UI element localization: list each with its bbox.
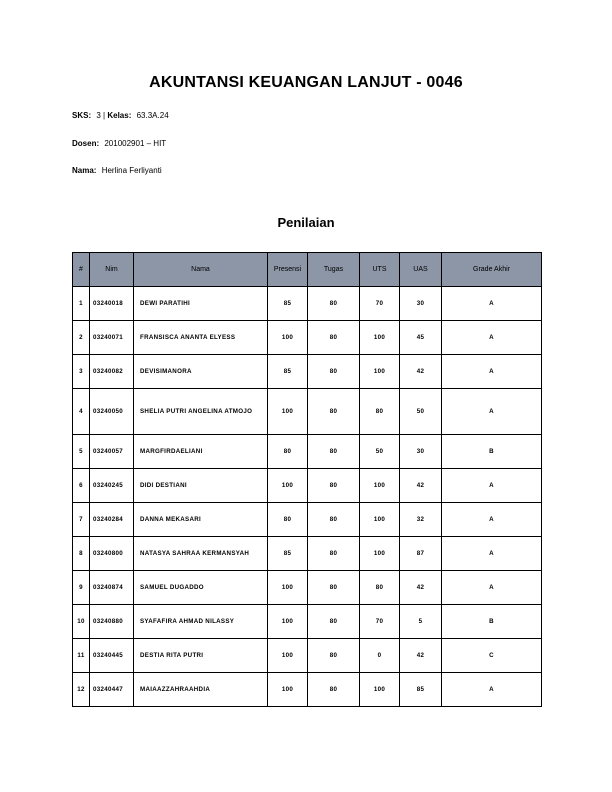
cell-grade: A (442, 469, 542, 503)
table-row (73, 639, 542, 673)
cell-uts: 100 (360, 673, 400, 707)
cell-number: 4 (73, 389, 90, 435)
dosen-label: Dosen: (72, 139, 100, 148)
table-row (73, 355, 542, 389)
table-row (73, 389, 542, 435)
cell-uts: 80 (360, 389, 400, 435)
cell-tugas: 80 (308, 503, 360, 537)
nama-value: Herlina Ferliyanti (101, 166, 162, 175)
cell-number: 11 (73, 639, 90, 673)
cell-presensi: 85 (268, 355, 308, 389)
cell-uts: 0 (360, 639, 400, 673)
separator: | (103, 111, 106, 120)
cell-tugas: 80 (308, 389, 360, 435)
dosen-value: 201002901 – HIT (104, 139, 167, 148)
cell-uts: 100 (360, 503, 400, 537)
nama-line (72, 166, 162, 175)
cell-nim: 03240800 (90, 537, 134, 571)
col-header-uas: UAS (400, 253, 442, 287)
cell-grade: B (442, 605, 542, 639)
cell-number: 12 (73, 673, 90, 707)
cell-nama: DEWI PARATIHI (134, 287, 268, 321)
kelas-label: Kelas: (107, 111, 132, 120)
cell-presensi: 100 (268, 605, 308, 639)
cell-nim: 03240447 (90, 673, 134, 707)
section-title: Penilaian (277, 215, 335, 230)
cell-presensi: 100 (268, 389, 308, 435)
cell-number: 1 (73, 287, 90, 321)
cell-uas: 30 (400, 287, 442, 321)
cell-tugas: 80 (308, 469, 360, 503)
cell-grade: A (442, 389, 542, 435)
table-header-row (73, 253, 542, 287)
cell-uas: 42 (400, 571, 442, 605)
cell-nama: NATASYA SAHRAA KERMANSYAH (134, 537, 268, 571)
cell-nama: SYAFAFIRA AHMAD NILASSY (134, 605, 268, 639)
col-header-nim: Nim (90, 253, 134, 287)
cell-nim: 03240082 (90, 355, 134, 389)
cell-uas: 5 (400, 605, 442, 639)
col-header-grade: Grade Akhir (442, 253, 542, 287)
cell-nama: MARGFIRDAELIANI (134, 435, 268, 469)
cell-nama: DANNA MEKASARI (134, 503, 268, 537)
cell-presensi: 100 (268, 571, 308, 605)
cell-uts: 100 (360, 321, 400, 355)
nama-label: Nama: (72, 166, 97, 175)
cell-presensi: 100 (268, 639, 308, 673)
cell-grade: A (442, 571, 542, 605)
cell-number: 5 (73, 435, 90, 469)
table-row (73, 469, 542, 503)
cell-uas: 87 (400, 537, 442, 571)
cell-uts: 100 (360, 537, 400, 571)
col-header-nama: Nama (134, 253, 268, 287)
cell-nim: 03240880 (90, 605, 134, 639)
cell-presensi: 100 (268, 469, 308, 503)
table-row (73, 321, 542, 355)
cell-presensi: 80 (268, 503, 308, 537)
cell-nama: SAMUEL DUGADDO (134, 571, 268, 605)
page-title: AKUNTANSI KEUANGAN LANJUT - 0046 (149, 74, 463, 91)
cell-nama: DESTIA RITA PUTRI (134, 639, 268, 673)
cell-uts: 70 (360, 605, 400, 639)
cell-tugas: 80 (308, 435, 360, 469)
cell-number: 10 (73, 605, 90, 639)
cell-grade: A (442, 355, 542, 389)
col-header-uts: UTS (360, 253, 400, 287)
cell-uas: 30 (400, 435, 442, 469)
cell-uts: 100 (360, 355, 400, 389)
cell-nim: 03240245 (90, 469, 134, 503)
cell-uts: 100 (360, 469, 400, 503)
cell-number: 8 (73, 537, 90, 571)
cell-nim: 03240284 (90, 503, 134, 537)
table-row (73, 287, 542, 321)
sks-value: 3 (96, 111, 101, 120)
cell-grade: A (442, 537, 542, 571)
cell-uts: 70 (360, 287, 400, 321)
cell-number: 3 (73, 355, 90, 389)
kelas-value: 63.3A.24 (136, 111, 169, 120)
cell-tugas: 80 (308, 287, 360, 321)
cell-presensi: 85 (268, 537, 308, 571)
cell-nim: 03240057 (90, 435, 134, 469)
cell-nim: 03240445 (90, 639, 134, 673)
cell-tugas: 80 (308, 355, 360, 389)
cell-presensi: 100 (268, 673, 308, 707)
cell-uas: 42 (400, 469, 442, 503)
cell-nama: FRANSISCA ANANTA ELYESS (134, 321, 268, 355)
table-row (73, 673, 542, 707)
cell-nim: 03240071 (90, 321, 134, 355)
cell-tugas: 80 (308, 571, 360, 605)
col-header-tugas: Tugas (308, 253, 360, 287)
cell-nama: SHELIA PUTRI ANGELINA ATMOJO (134, 389, 268, 435)
table-row (73, 435, 542, 469)
cell-uas: 42 (400, 355, 442, 389)
col-header-presensi: Presensi (268, 253, 308, 287)
cell-uts: 80 (360, 571, 400, 605)
cell-grade: A (442, 673, 542, 707)
cell-nama: DIDI DESTIANI (134, 469, 268, 503)
dosen-line (72, 139, 166, 148)
table-row (73, 605, 542, 639)
cell-tugas: 80 (308, 673, 360, 707)
cell-number: 2 (73, 321, 90, 355)
cell-tugas: 80 (308, 605, 360, 639)
cell-tugas: 80 (308, 537, 360, 571)
cell-uas: 50 (400, 389, 442, 435)
cell-nama: MAIAAZZAHRAAHDIA (134, 673, 268, 707)
sks-kelas-line (72, 111, 169, 120)
cell-grade: C (442, 639, 542, 673)
sks-label: SKS: (72, 111, 92, 120)
cell-uts: 50 (360, 435, 400, 469)
cell-nim: 03240874 (90, 571, 134, 605)
cell-presensi: 100 (268, 321, 308, 355)
cell-nim: 03240018 (90, 287, 134, 321)
cell-number: 7 (73, 503, 90, 537)
cell-grade: A (442, 321, 542, 355)
table-row (73, 503, 542, 537)
cell-grade: B (442, 435, 542, 469)
table-row (73, 537, 542, 571)
cell-uas: 45 (400, 321, 442, 355)
cell-nama: DEVISIMANORA (134, 355, 268, 389)
cell-grade: A (442, 503, 542, 537)
grades-table (72, 252, 542, 707)
cell-nim: 03240050 (90, 389, 134, 435)
cell-presensi: 80 (268, 435, 308, 469)
cell-uas: 42 (400, 639, 442, 673)
cell-uas: 32 (400, 503, 442, 537)
cell-number: 6 (73, 469, 90, 503)
table-row (73, 571, 542, 605)
cell-tugas: 80 (308, 321, 360, 355)
cell-tugas: 80 (308, 639, 360, 673)
cell-uas: 85 (400, 673, 442, 707)
col-header-number: # (73, 253, 90, 287)
cell-number: 9 (73, 571, 90, 605)
cell-grade: A (442, 287, 542, 321)
cell-presensi: 85 (268, 287, 308, 321)
